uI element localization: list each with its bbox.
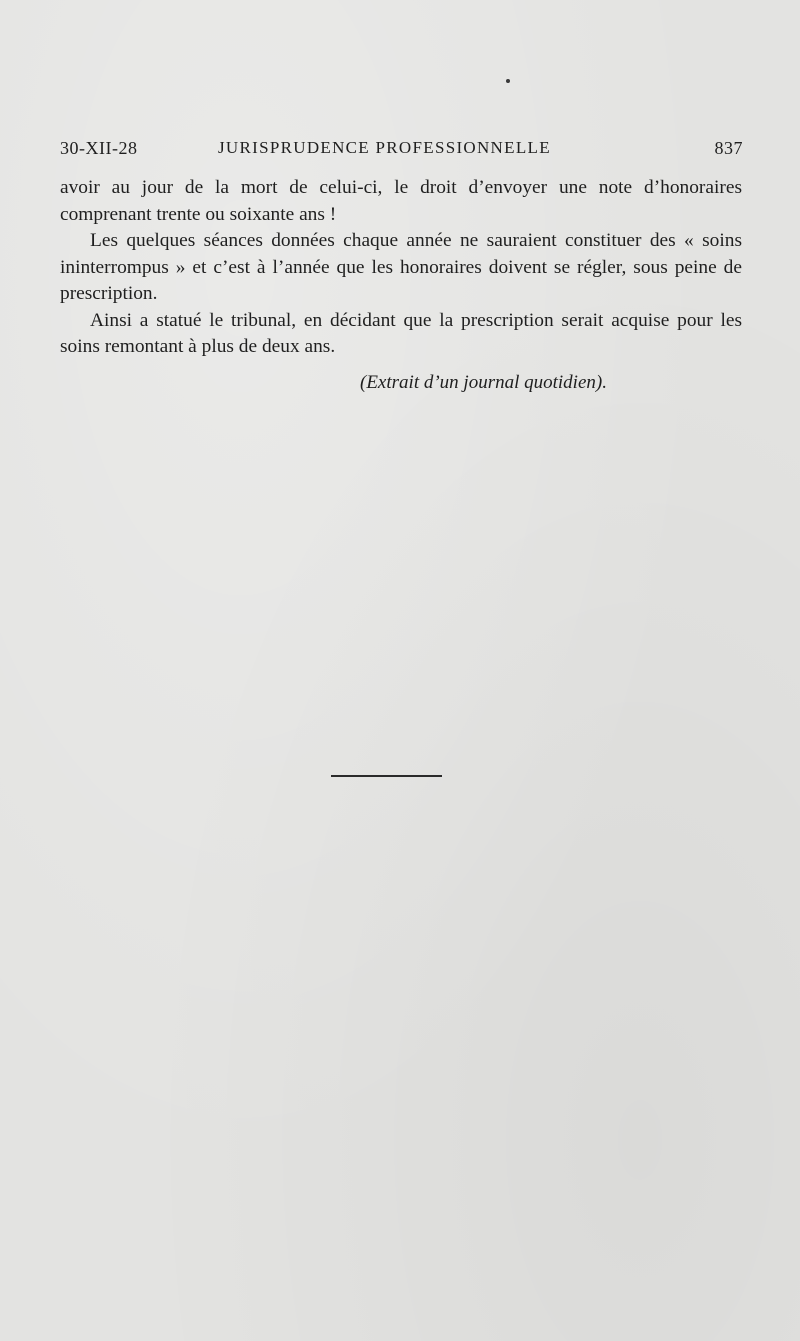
article-text	[60, 175, 742, 361]
source-attribution: (Extrait d’un journal quotidien).	[360, 372, 607, 393]
header-title: JURISPRUDENCE PROFESSIONNELLE	[218, 138, 551, 157]
ink-speck	[506, 79, 510, 83]
running-head	[60, 138, 743, 166]
paragraph-continuation: avoir au jour de la mort de celui-ci, le droit d’envoyer une note d’honoraires comprenant trente ou soixante ans !	[60, 177, 742, 225]
page-number: 837	[714, 138, 743, 158]
section-divider	[331, 775, 442, 777]
paragraph-seances: Les quelques séances données chaque année ne sauraient constituer des « soins ininterrompus » et c’est à l’année que les honoraires doivent se régler, sous peine de prescription.	[60, 230, 742, 304]
header-date: 30-XII-28	[60, 138, 138, 158]
paragraph-tribunal: Ainsi a statué le tribunal, en décidant que la prescription serait acquise pour les soins remontant à plus de deux ans.	[60, 309, 742, 357]
